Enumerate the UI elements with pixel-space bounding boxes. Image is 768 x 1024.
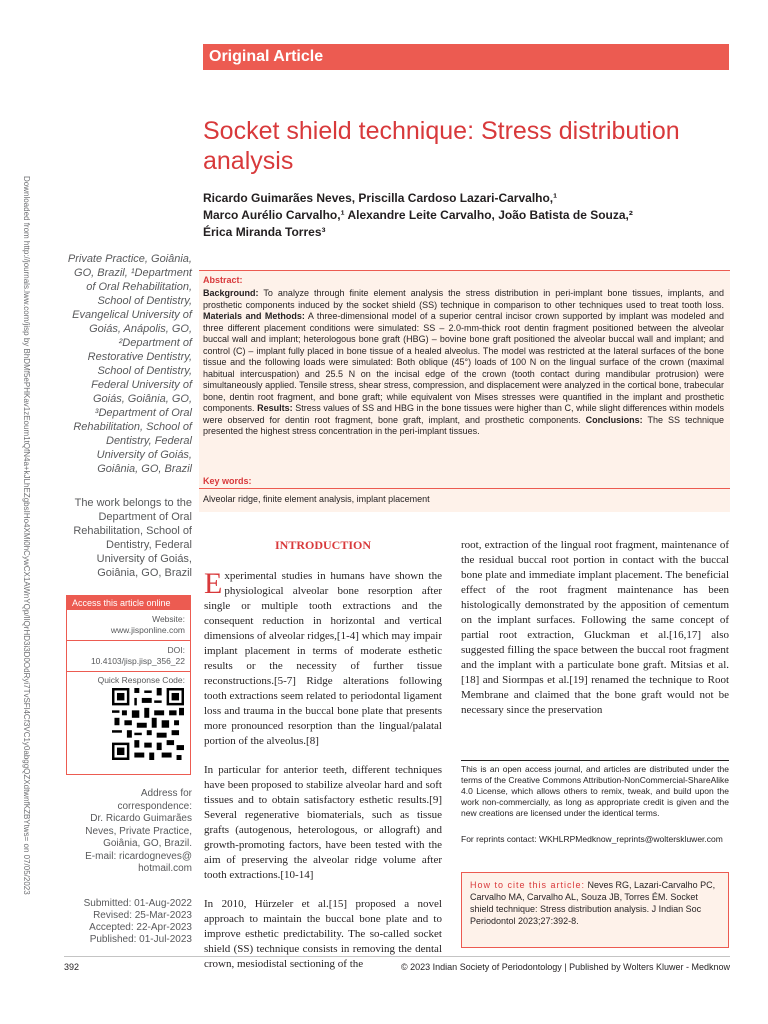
license-divider <box>461 760 729 761</box>
keywords-text: Alveolar ridge, finite element analysis, implant placement <box>203 494 430 504</box>
qr-label: Quick Response Code: <box>97 675 185 685</box>
date-published: Published: 01-Jul-2023 <box>89 934 192 945</box>
author-line: Érica Miranda Torres³ <box>203 225 326 239</box>
access-heading: Access this article online <box>67 596 190 610</box>
paragraph <box>204 569 442 749</box>
open-access-note: This is an open access journal, and articles are distributed under the terms of the Creative Commons Attribution-NonCommercial-ShareAlike 4.0 License, which allows others to remix, tweak, and build upon the work non-commercially, as long as appropriate credit is given and the new creations are licensed under the identical terms. <box>461 764 729 818</box>
doi-link[interactable]: 10.4103/jisp.jisp_356_22 <box>90 656 185 666</box>
email-link[interactable]: E-mail: ricardogneves@ hotmail.com <box>85 850 192 874</box>
background-label: Background: <box>203 288 259 298</box>
date-accepted: Accepted: 22-Apr-2023 <box>89 922 192 933</box>
results-label: Results: <box>257 403 293 413</box>
methods-label: Materials and Methods: <box>203 311 305 321</box>
download-notice-text: Downloaded from http://journals.lww.com/jisp by BhDMf5ePHKav1zEoum1tQfN4a+kJLhEZgbsIHo4XMi0hCywCX1AWnYQp/IlQrHD3i3D0OdRyi7TvSFl4Cf3VC1y0abggQZXdtwnfKZBYtws= on 07/05/2023 <box>22 176 31 895</box>
correspondence-block <box>64 788 192 876</box>
address-text: Dr. Ricardo Guimarães Neves, Private Practice, Goiânia, GO, Brazil. <box>85 813 192 849</box>
keywords-label: Key words: <box>203 476 252 486</box>
work-note: The work belongs to the Department of Oral Rehabilitation, School of Dentistry, Federal University of Goiás, Goiânia, GO, Brazil <box>73 497 192 579</box>
paragraph: In particular for anterior teeth, different techniques have been proposed to stabilize alveolar hard and soft tissues and to obtain satisfactory esthetic results.[9] Several regenerative biomaterials, such as tissue grafts (autogenous, heterologous, or allograft) and growth-promoting factors, have been tested with the aim of preserving the alveolar ridge volume after tooth extractions.[10-14] <box>204 764 442 881</box>
paragraph-text: xperimental studies in humans have shown the physiological alveolar bone resorption after single or multiple tooth extractions and the consequent reduction in horizontal and vertical dimensions of alveolar ridges,[1-4] which may impair implant placement in terms of moderate esthetic results or the necessity of further tissue reconstructions.[5-7] Ridge alterations following tooth extractions seem related to periodontal ligament loss and trauma in the buccal bone plate that presents more pronounced resorption than the lingual/palatal portion of the alveolus.[8] <box>204 570 442 747</box>
footer-copyright: © 2023 Indian Society of Periodontology | Published by Wolters Kluwer - Medknow <box>401 962 730 972</box>
date-revised: Revised: 25-Mar-2023 <box>93 910 192 921</box>
date-submitted: Submitted: 01-Aug-2022 <box>83 898 192 909</box>
conclusions-text: The SS technique presented the highest stress concentration in the peri-implant tissues. <box>203 414 724 436</box>
drop-cap: E <box>204 567 223 600</box>
abstract-panel <box>199 270 730 512</box>
affiliations: Private Practice, Goiânia, GO, Brazil, ¹Department of Oral Rehabilitation, School of Dentistry, Evangelical University of Goiás, Anápolis, GO, ²Department of Restorative Dentistry, School of Dentistry, Federal University of Goiás, Goiânia, GO, ³Department of Oral Rehabilitation, School of Dentistry, Federal University of Goiás, Goiânia, GO, Brazil <box>67 253 192 475</box>
website-link[interactable]: www.jisponline.com <box>110 625 185 635</box>
article-title: Socket shield technique: Stress distribution analysis <box>203 117 680 175</box>
body-column-right: root, extraction of the lingual root fragment, maintenance of the residual buccal root portion in contact with the buccal bone plate and immediate implant placement. The beneficial effect of the root fragment maintenance has been histologically demonstrated by the apposition of cementum on the implant surfaces. Following the same concept of partial root extraction, Gluckman et al.[16,17] also suggested filling the space between the buccal root fragment and the implant with a particulate bone graft. Mitsias et al.[18] and Siormpas et al.[19] renamed the technique to Root Membrane and claimed that the bone graft would not be necessary since the preservation <box>461 539 729 716</box>
cite-text: Neves RG, Lazari-Carvalho PC, Carvalho MA, Carvalho AL, Souza JB, Torres ÉM. Socket shield technique: Stress distribution analysis. J Indian Soc Periodontol 2023;27:392-8. <box>470 880 716 926</box>
paragraph: In 2010, Hürzeler et al.[15] proposed a novel approach to maintain the buccal bone plate and to improve esthetic predictability. The so-called socket shield (SS) technique consists in removing the dental crown, mesiodistal sectioning of the <box>204 898 442 970</box>
cite-label: How to cite this article: <box>470 880 586 890</box>
page-number: 392 <box>64 962 80 972</box>
address-label: Address for correspondence: <box>117 788 192 812</box>
website-label: Website: <box>152 614 185 624</box>
website-row <box>67 610 190 641</box>
doi-label: DOI: <box>167 645 185 655</box>
author-line: Ricardo Guimarães Neves, Priscilla Cardoso Lazari-Carvalho,¹ <box>203 191 558 205</box>
conclusions-label: Conclusions: <box>585 414 643 425</box>
download-notice <box>6 176 36 895</box>
article-type-banner: Original Article <box>203 44 729 70</box>
doi-row <box>67 641 190 672</box>
abstract-label: Abstract: <box>203 275 243 285</box>
qr-code-icon[interactable] <box>112 688 184 760</box>
background-text: To analyze through finite element analysis the stress distribution in peri-implant bone tissues, implants, and prosthetic components induced by the socket shield (SS) technique in comparison to other techniques used to treat tooth loss. <box>203 288 724 310</box>
section-heading: INTRODUCTION <box>274 538 371 552</box>
access-online-box <box>66 595 191 775</box>
results-text: Stress values of SS and HBG in the bone tissues were higher than C, while slight differences within models were observed for dentin root fragment, bone graft, implant, and prosthetic components. <box>203 403 724 425</box>
body-column-left <box>204 538 442 986</box>
author-list <box>203 190 723 241</box>
reprints-contact[interactable]: For reprints contact: WKHLRPMedknow_reprints@wolterskluwer.com <box>461 834 723 844</box>
abstract-text <box>203 288 724 438</box>
methods-text: A three-dimensional model of a superior central incisor crown supported by implant was modeled and three different placement conditions were simulated: SS – 2.0-mm-thick root dentin fragment positioned between the alveolar buccal wall and implant; heterologous bone graft (HBG) – bovine bone graft positioned the alveolar buccal wall and implant; and control (C) – implant fully placed in bone tissue of a healed alveolus. The model was restricted at the lateral surfaces of the bone tissue and the following loads were simulated: Both oblique (45°) loads of 100 N on the lingual surface of the crown (maximal habitual intercuspation) and 25.5 N on the incisal edge of the crown (tooth contact during mandibular protrusion) were simultaneously applied. Tensile stress, shear stress, compression, and displacement were analyzed in the cortical bone, trabecular bone, dentin root fragment, and bone graft; while equivalent von Mises stresses were quantified in the implant and prosthetic components. <box>203 311 724 413</box>
author-line: Marco Aurélio Carvalho,¹ Alexandre Leite Carvalho, João Batista de Souza,² <box>203 208 633 222</box>
footer-divider <box>64 956 730 957</box>
publication-dates <box>64 898 192 946</box>
keywords-divider <box>199 488 730 489</box>
citation-box <box>461 872 729 948</box>
